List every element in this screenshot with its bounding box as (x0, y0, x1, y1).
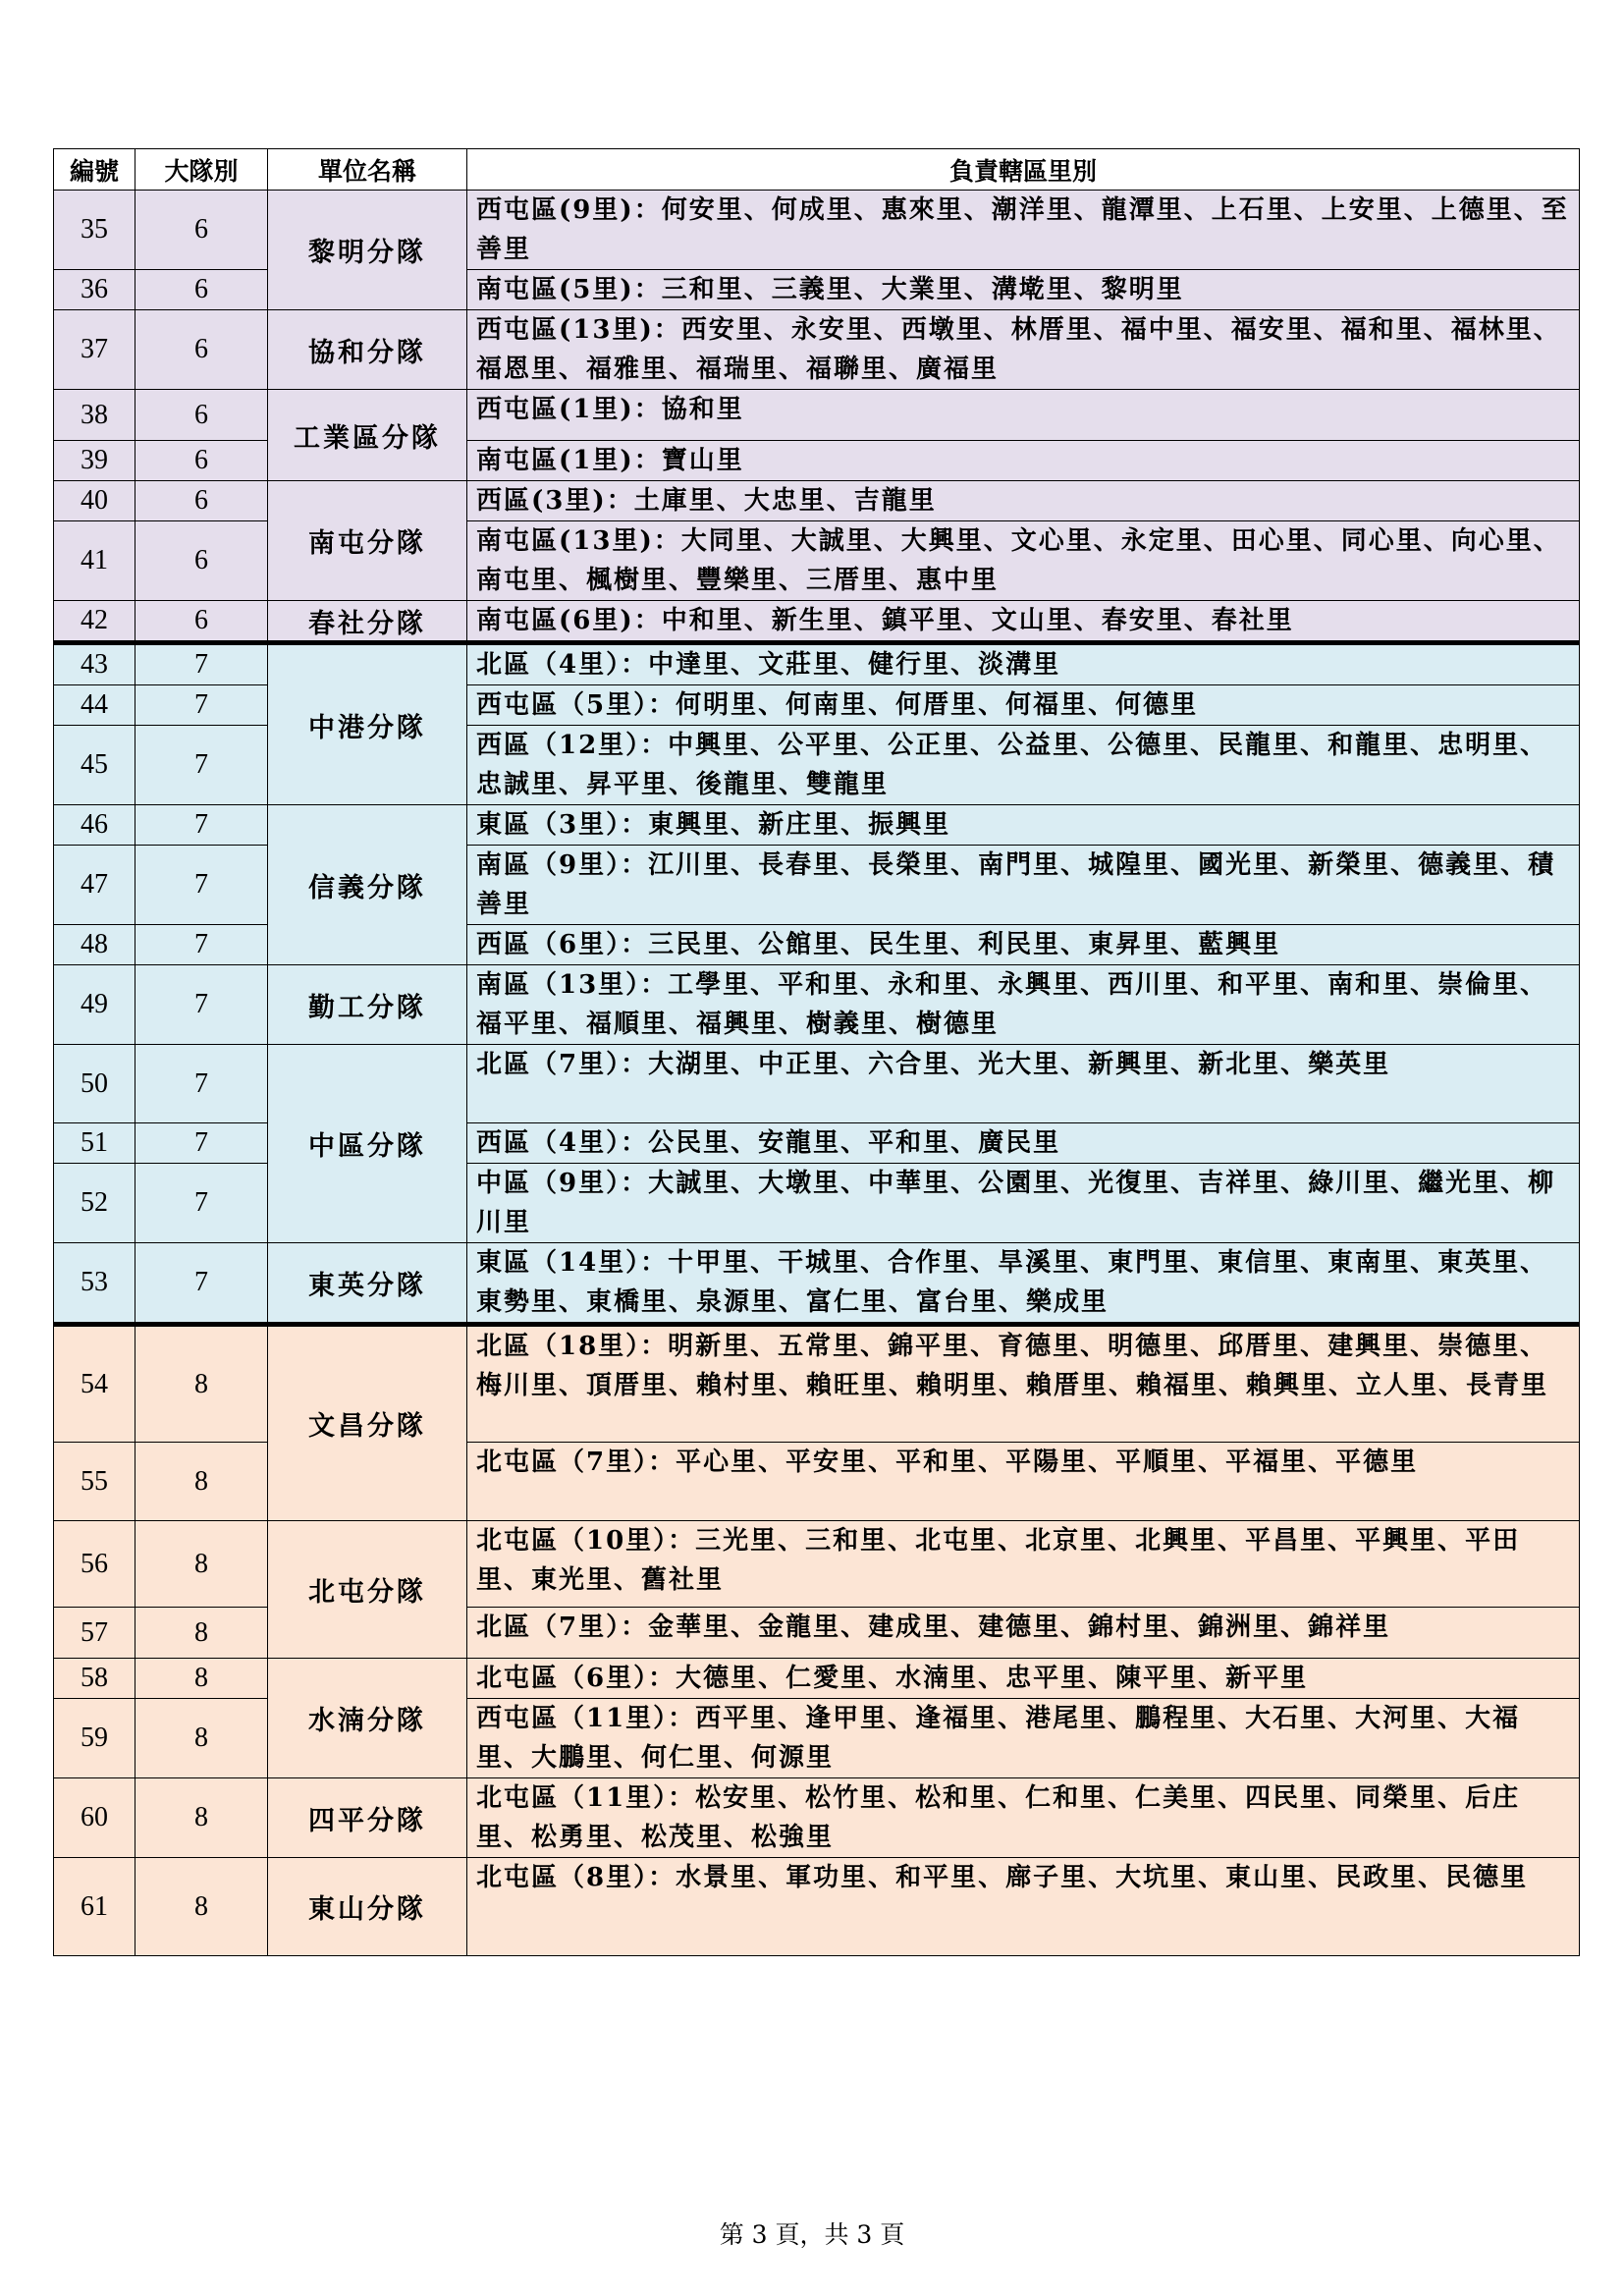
table-row (54, 601, 1580, 643)
cell-number: 41 (54, 521, 135, 601)
cell-brigade: 7 (135, 643, 268, 685)
cell-brigade: 6 (135, 270, 268, 310)
cell-number: 50 (54, 1045, 135, 1123)
cell-brigade: 6 (135, 390, 268, 441)
cell-brigade: 7 (135, 965, 268, 1045)
cell-number: 47 (54, 846, 135, 925)
cell-jurisdiction: 西區(3里)：土庫里、大忠里、吉龍里 (467, 481, 1580, 521)
table-row (54, 310, 1580, 390)
cell-unit-name: 四平分隊 (268, 1778, 467, 1858)
table-row (54, 1045, 1580, 1123)
cell-jurisdiction: 西屯區(9里)：何安里、何成里、惠來里、潮洋里、龍潭里、上石里、上安里、上德里、至善里 (467, 191, 1580, 270)
table-row (54, 643, 1580, 685)
cell-unit-name: 工業區分隊 (268, 390, 467, 481)
cell-brigade: 7 (135, 1045, 268, 1123)
cell-number: 45 (54, 726, 135, 805)
table-row (54, 965, 1580, 1045)
cell-brigade: 6 (135, 441, 268, 481)
page-footer: 第 3 頁，共 3 頁 (719, 2220, 905, 2249)
cell-number: 49 (54, 965, 135, 1045)
cell-unit-name: 協和分隊 (268, 310, 467, 390)
cell-brigade: 8 (135, 1699, 268, 1778)
cell-number: 44 (54, 685, 135, 726)
cell-jurisdiction: 南屯區(13里)：大同里、大誠里、大興里、文心里、永定里、田心里、同心里、向心里、南屯里、楓樹里、豐樂里、三厝里、惠中里 (467, 521, 1580, 601)
table-row (54, 481, 1580, 521)
cell-number: 35 (54, 191, 135, 270)
cell-unit-name: 信義分隊 (268, 805, 467, 965)
header-jurisdiction: 負責轄區里別 (467, 149, 1580, 191)
table-row (54, 1659, 1580, 1699)
cell-number: 53 (54, 1243, 135, 1325)
cell-jurisdiction: 東區（3里）：東興里、新庄里、振興里 (467, 805, 1580, 846)
cell-jurisdiction: 南區（9里）：江川里、長春里、長榮里、南門里、城隍里、國光里、新榮里、德義里、積善里 (467, 846, 1580, 925)
table-row (54, 1778, 1580, 1858)
cell-brigade: 7 (135, 846, 268, 925)
cell-jurisdiction: 西區（12里）：中興里、公平里、公正里、公益里、公德里、民龍里、和龍里、忠明里、忠誠里、昇平里、後龍里、雙龍里 (467, 726, 1580, 805)
cell-number: 57 (54, 1608, 135, 1659)
cell-brigade: 7 (135, 805, 268, 846)
table-row (54, 1858, 1580, 1956)
cell-brigade: 8 (135, 1659, 268, 1699)
cell-jurisdiction: 北屯區（6里）：大德里、仁愛里、水湳里、忠平里、陳平里、新平里 (467, 1659, 1580, 1699)
cell-number: 43 (54, 643, 135, 685)
cell-jurisdiction: 西區（6里）：三民里、公館里、民生里、利民里、東昇里、藍興里 (467, 925, 1580, 965)
cell-number: 37 (54, 310, 135, 390)
cell-jurisdiction: 南區（13里）：工學里、平和里、永和里、永興里、西川里、和平里、南和里、崇倫里、福平里、福順里、福興里、樹義里、樹德里 (467, 965, 1580, 1045)
cell-number: 40 (54, 481, 135, 521)
table-row (54, 805, 1580, 846)
cell-jurisdiction: 西屯區(13里)：西安里、永安里、西墩里、林厝里、福中里、福安里、福和里、福林里、福恩里、福雅里、福瑞里、福聯里、廣福里 (467, 310, 1580, 390)
cell-jurisdiction: 北區（7里）：金華里、金龍里、建成里、建德里、錦村里、錦洲里、錦祥里 (467, 1608, 1580, 1659)
cell-number: 58 (54, 1659, 135, 1699)
cell-brigade: 7 (135, 685, 268, 726)
table-row (54, 1521, 1580, 1608)
cell-number: 51 (54, 1123, 135, 1164)
cell-brigade: 8 (135, 1443, 268, 1521)
table-row (54, 191, 1580, 270)
cell-number: 42 (54, 601, 135, 643)
cell-number: 48 (54, 925, 135, 965)
table-row (54, 390, 1580, 441)
cell-brigade: 7 (135, 1243, 268, 1325)
table-row (54, 1325, 1580, 1443)
cell-brigade: 8 (135, 1608, 268, 1659)
header-number: 編號 (54, 149, 135, 191)
cell-jurisdiction: 北區（4里）：中達里、文莊里、健行里、淡溝里 (467, 643, 1580, 685)
cell-number: 56 (54, 1521, 135, 1608)
cell-number: 55 (54, 1443, 135, 1521)
cell-unit-name: 中港分隊 (268, 643, 467, 805)
cell-number: 36 (54, 270, 135, 310)
cell-brigade: 8 (135, 1778, 268, 1858)
cell-unit-name: 水湳分隊 (268, 1659, 467, 1778)
cell-jurisdiction: 西屯區（5里）：何明里、何南里、何厝里、何福里、何德里 (467, 685, 1580, 726)
header-brigade: 大隊別 (135, 149, 268, 191)
cell-unit-name: 春社分隊 (268, 601, 467, 643)
cell-brigade: 7 (135, 1123, 268, 1164)
table-body (54, 191, 1580, 1956)
cell-jurisdiction: 西屯區（11里）：西平里、逢甲里、逢福里、港尾里、鵬程里、大石里、大河里、大福里、大鵬里、何仁里、何源里 (467, 1699, 1580, 1778)
cell-brigade: 7 (135, 925, 268, 965)
cell-unit-name: 黎明分隊 (268, 191, 467, 310)
cell-unit-name: 東英分隊 (268, 1243, 467, 1325)
header-unit-name: 單位名稱 (268, 149, 467, 191)
cell-jurisdiction: 中區（9里）：大誠里、大墩里、中華里、公園里、光復里、吉祥里、綠川里、繼光里、柳川里 (467, 1164, 1580, 1243)
cell-brigade: 6 (135, 481, 268, 521)
cell-unit-name: 勤工分隊 (268, 965, 467, 1045)
cell-jurisdiction: 北區（7里）：大湖里、中正里、六合里、光大里、新興里、新北里、樂英里 (467, 1045, 1580, 1123)
cell-unit-name: 南屯分隊 (268, 481, 467, 601)
cell-jurisdiction: 西區（4里）：公民里、安龍里、平和里、廣民里 (467, 1123, 1580, 1164)
cell-number: 60 (54, 1778, 135, 1858)
cell-brigade: 7 (135, 1164, 268, 1243)
cell-number: 52 (54, 1164, 135, 1243)
table-row (54, 1243, 1580, 1325)
cell-unit-name: 文昌分隊 (268, 1325, 467, 1521)
cell-number: 61 (54, 1858, 135, 1956)
cell-jurisdiction: 北屯區（11里）：松安里、松竹里、松和里、仁和里、仁美里、四民里、同榮里、后庄里、松勇里、松茂里、松強里 (467, 1778, 1580, 1858)
cell-jurisdiction: 北區（18里）：明新里、五常里、錦平里、育德里、明德里、邱厝里、建興里、崇德里、梅川里、頂厝里、賴村里、賴旺里、賴明里、賴厝里、賴福里、賴興里、立人里、長青里 (467, 1325, 1580, 1443)
cell-unit-name: 北屯分隊 (268, 1521, 467, 1659)
cell-jurisdiction: 南屯區(6里)：中和里、新生里、鎮平里、文山里、春安里、春社里 (467, 601, 1580, 643)
cell-unit-name: 東山分隊 (268, 1858, 467, 1956)
cell-unit-name: 中區分隊 (268, 1045, 467, 1243)
cell-number: 39 (54, 441, 135, 481)
cell-jurisdiction: 西屯區(1里)：協和里 (467, 390, 1580, 441)
jurisdiction-table (53, 148, 1580, 1956)
cell-brigade: 6 (135, 191, 268, 270)
cell-number: 38 (54, 390, 135, 441)
cell-brigade: 8 (135, 1325, 268, 1443)
cell-jurisdiction: 北屯區（7里）：平心里、平安里、平和里、平陽里、平順里、平福里、平德里 (467, 1443, 1580, 1521)
cell-number: 46 (54, 805, 135, 846)
cell-brigade: 7 (135, 726, 268, 805)
cell-brigade: 6 (135, 601, 268, 643)
cell-brigade: 6 (135, 310, 268, 390)
cell-jurisdiction: 南屯區(1里)：寶山里 (467, 441, 1580, 481)
cell-jurisdiction: 北屯區（10里）：三光里、三和里、北屯里、北京里、北興里、平昌里、平興里、平田里、東光里、舊社里 (467, 1521, 1580, 1608)
cell-jurisdiction: 東區（14里）：十甲里、干城里、合作里、旱溪里、東門里、東信里、東南里、東英里、東勢里、東橋里、泉源里、富仁里、富台里、樂成里 (467, 1243, 1580, 1325)
cell-brigade: 8 (135, 1521, 268, 1608)
cell-brigade: 8 (135, 1858, 268, 1956)
cell-jurisdiction: 北屯區（8里）：水景里、軍功里、和平里、廍子里、大坑里、東山里、民政里、民德里 (467, 1858, 1580, 1956)
cell-jurisdiction: 南屯區(5里)：三和里、三義里、大業里、溝墘里、黎明里 (467, 270, 1580, 310)
cell-brigade: 6 (135, 521, 268, 601)
cell-number: 59 (54, 1699, 135, 1778)
table-header-row (54, 149, 1580, 191)
cell-number: 54 (54, 1325, 135, 1443)
